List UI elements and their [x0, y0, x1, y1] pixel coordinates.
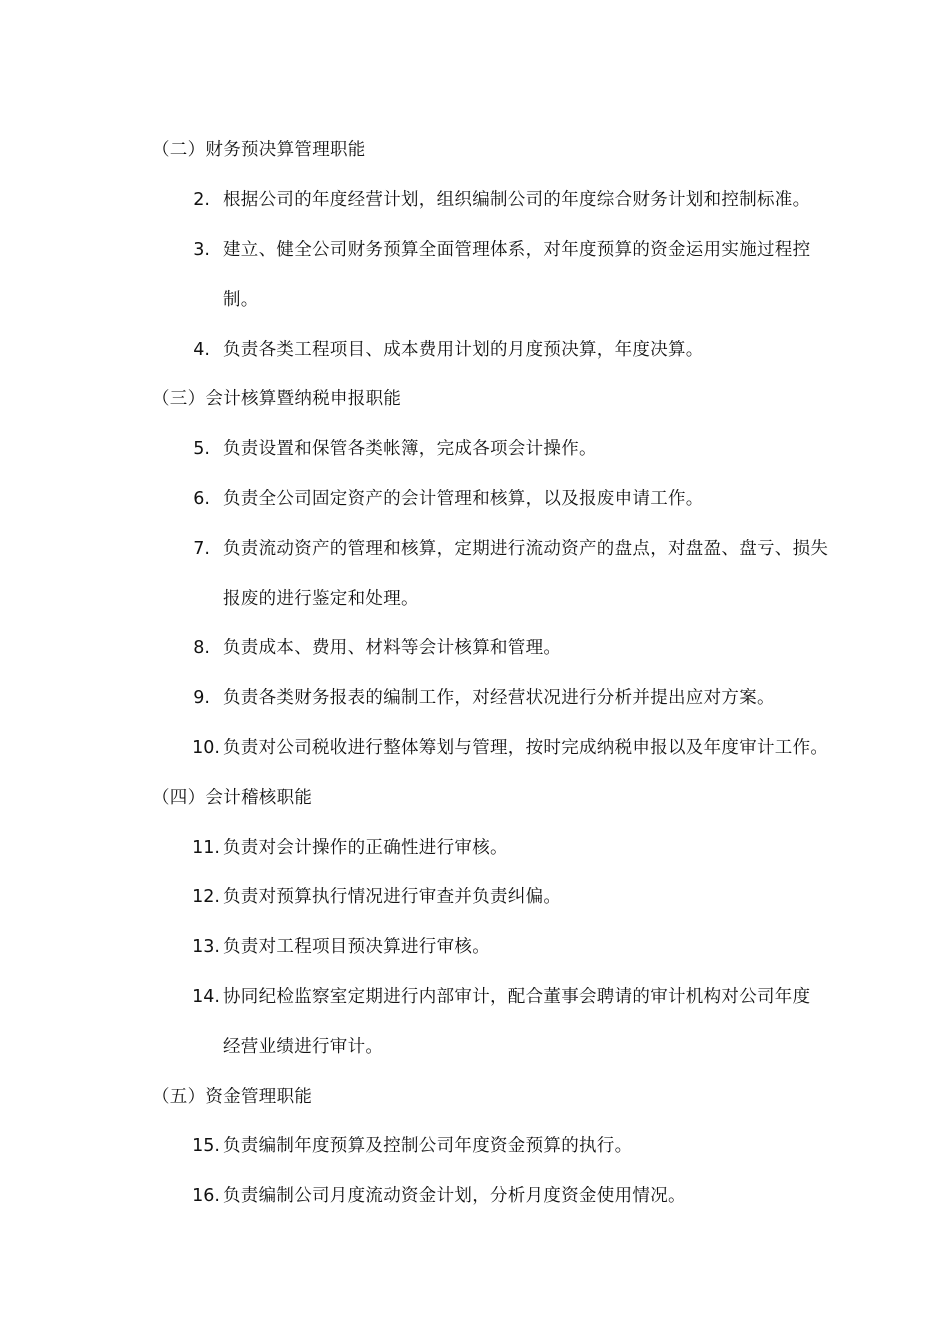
- item-text: 负责全公司固定资产的会计管理和核算，以及报废申请工作。: [223, 489, 704, 509]
- section-heading: （五）资金管理职能: [152, 1087, 313, 1107]
- item-number: 11.: [192, 838, 220, 858]
- item-text: 负责流动资产的管理和核算，定期进行流动资产的盘点，对盘盈、盘亏、损失: [223, 539, 829, 559]
- item-text: 负责设置和保管各类帐簿，完成各项会计操作。: [223, 439, 597, 459]
- section-heading: （二）财务预决算管理职能: [152, 140, 366, 160]
- item-number: 15.: [192, 1136, 220, 1156]
- item-text: 负责编制年度预算及控制公司年度资金预算的执行。: [223, 1136, 633, 1156]
- item-number: 4.: [193, 340, 210, 360]
- item-text-continued: 制。: [223, 290, 259, 310]
- item-number: 13.: [192, 937, 220, 957]
- item-number: 6.: [193, 489, 210, 509]
- item-text: 根据公司的年度经营计划，组织编制公司的年度综合财务计划和控制标准。: [223, 190, 811, 210]
- item-text: 负责对工程项目预决算进行审核。: [223, 937, 490, 957]
- item-text-continued: 报废的进行鉴定和处理。: [223, 589, 419, 609]
- item-number: 14.: [192, 987, 220, 1007]
- item-text: 负责编制公司月度流动资金计划，分析月度资金使用情况。: [223, 1186, 686, 1206]
- item-text: 建立、健全公司财务预算全面管理体系，对年度预算的资金运用实施过程控: [223, 240, 811, 260]
- item-number: 9.: [193, 688, 210, 708]
- item-text: 协同纪检监察室定期进行内部审计，配合董事会聘请的审计机构对公司年度: [223, 987, 811, 1007]
- item-text: 负责各类工程项目、成本费用计划的月度预决算，年度决算。: [223, 340, 704, 360]
- section-heading: （四）会计稽核职能: [152, 788, 313, 808]
- item-text: 负责各类财务报表的编制工作，对经营状况进行分析并提出应对方案。: [223, 688, 775, 708]
- item-text: 负责对公司税收进行整体筹划与管理，按时完成纳税申报以及年度审计工作。: [223, 738, 829, 758]
- item-number: 8.: [193, 638, 210, 658]
- item-number: 10.: [192, 738, 220, 758]
- item-number: 7.: [193, 539, 210, 559]
- item-number: 2.: [193, 190, 210, 210]
- item-number: 12.: [192, 887, 220, 907]
- item-text: 负责对会计操作的正确性进行审核。: [223, 838, 508, 858]
- item-number: 3.: [193, 240, 210, 260]
- section-heading: （三）会计核算暨纳税申报职能: [152, 389, 402, 409]
- item-text-continued: 经营业绩进行审计。: [223, 1037, 384, 1057]
- item-number: 5.: [193, 439, 210, 459]
- item-text: 负责对预算执行情况进行审查并负责纠偏。: [223, 887, 562, 907]
- item-number: 16.: [192, 1186, 220, 1206]
- item-text: 负责成本、费用、材料等会计核算和管理。: [223, 638, 562, 658]
